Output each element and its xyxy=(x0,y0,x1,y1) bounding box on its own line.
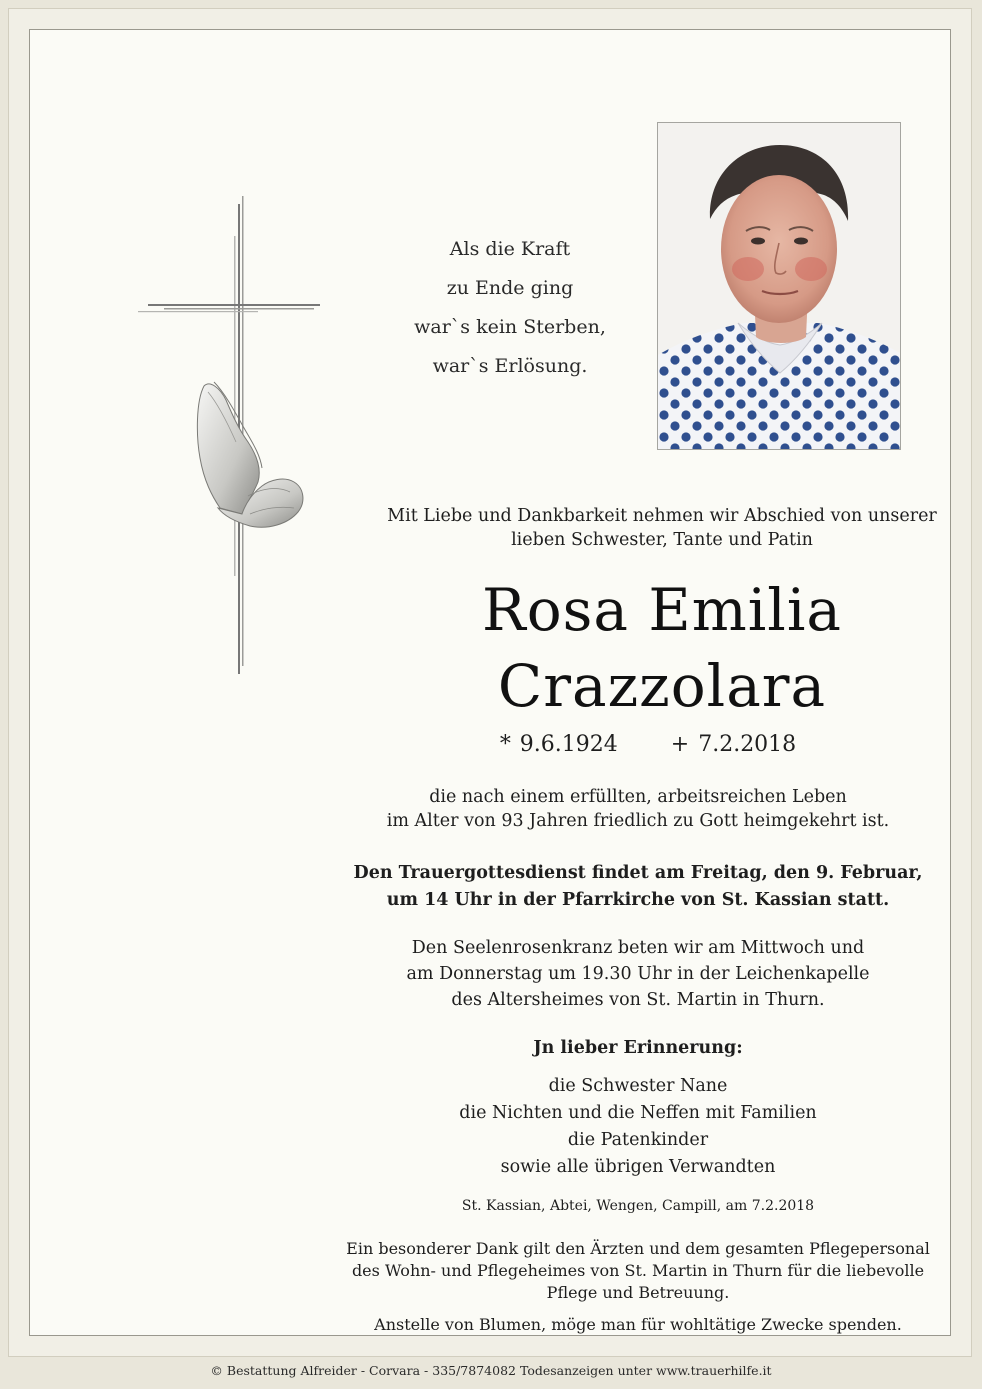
portrait-photo xyxy=(657,122,901,450)
deceased-name xyxy=(342,572,982,724)
life-line: die nach einem erfüllten, arbeitsreichen Leben xyxy=(429,787,847,807)
footer-credits: © Bestattung Alfreider - Corvara - 335/7874082 Todesanzeigen unter www.trauerhilfe.it xyxy=(210,1363,772,1378)
mourner-line: sowie alle übrigen Verwandten xyxy=(500,1157,776,1177)
outer-frame xyxy=(8,8,972,1357)
poem xyxy=(370,230,650,386)
rosary-line: des Altersheimes von St. Martin in Thurn. xyxy=(451,990,825,1010)
thanks-line: Pflege und Betreuung. xyxy=(546,1283,730,1302)
praying-hands xyxy=(197,382,303,527)
life-line: im Alter von 93 Jahren friedlich zu Gott heimgekehrt ist. xyxy=(386,811,890,831)
memory-title: Jn lieber Erinnerung: xyxy=(533,1038,743,1058)
poem-line: war`s kein Sterben, xyxy=(414,316,606,338)
rosary-text xyxy=(288,935,982,1013)
portrait-illustration xyxy=(658,123,900,449)
thanks-line: Ein besonderer Dank gilt den Ärzten und dem gesamten Pflegepersonal xyxy=(346,1239,930,1258)
thanks-text xyxy=(288,1238,982,1304)
mourner-line: die Schwester Nane xyxy=(548,1076,728,1096)
death-date: + 7.2.2018 xyxy=(670,732,797,757)
life-text xyxy=(288,785,982,833)
service-line: um 14 Uhr in der Pfarrkirche von St. Kassian statt. xyxy=(386,890,890,910)
poem-line: Als die Kraft xyxy=(449,238,571,260)
intro-text xyxy=(312,504,982,552)
first-names: Rosa Emilia xyxy=(482,576,842,644)
rosary-line: Den Seelenrosenkranz beten wir am Mittwoch und xyxy=(411,938,865,958)
intro-line: lieben Schwester, Tante und Patin xyxy=(511,530,813,550)
funeral-service-text xyxy=(288,860,982,914)
intro-line: Mit Liebe und Dankbarkeit nehmen wir Abschied von unserer xyxy=(387,506,937,526)
poem-line: war`s Erlösung. xyxy=(432,355,588,377)
cross-with-praying-hands-icon xyxy=(138,196,324,678)
mourner-line: die Nichten und die Neffen mit Familien xyxy=(459,1103,817,1123)
mourners-list xyxy=(288,1073,982,1181)
flowers-note: Anstelle von Blumen, möge man für wohltätige Zwecke spenden. xyxy=(374,1315,902,1334)
place-date: St. Kassian, Abtei, Wengen, Campill, am 7.2.2018 xyxy=(461,1198,815,1214)
mourner-line: die Patenkinder xyxy=(567,1130,709,1150)
service-line: Den Trauergottesdienst findet am Freitag, den 9. Februar, xyxy=(353,863,923,883)
obituary-card xyxy=(29,29,951,1336)
rosary-line: am Donnerstag um 19.30 Uhr in der Leichenkapelle xyxy=(406,964,870,984)
surname: Crazzolara xyxy=(497,652,827,720)
poem-line: zu Ende ging xyxy=(446,277,574,299)
birth-date: * 9.6.1924 xyxy=(499,732,618,757)
life-dates xyxy=(408,730,888,760)
thanks-line: des Wohn- und Pflegeheimes von St. Martin in Thurn für die liebevolle xyxy=(351,1261,925,1280)
